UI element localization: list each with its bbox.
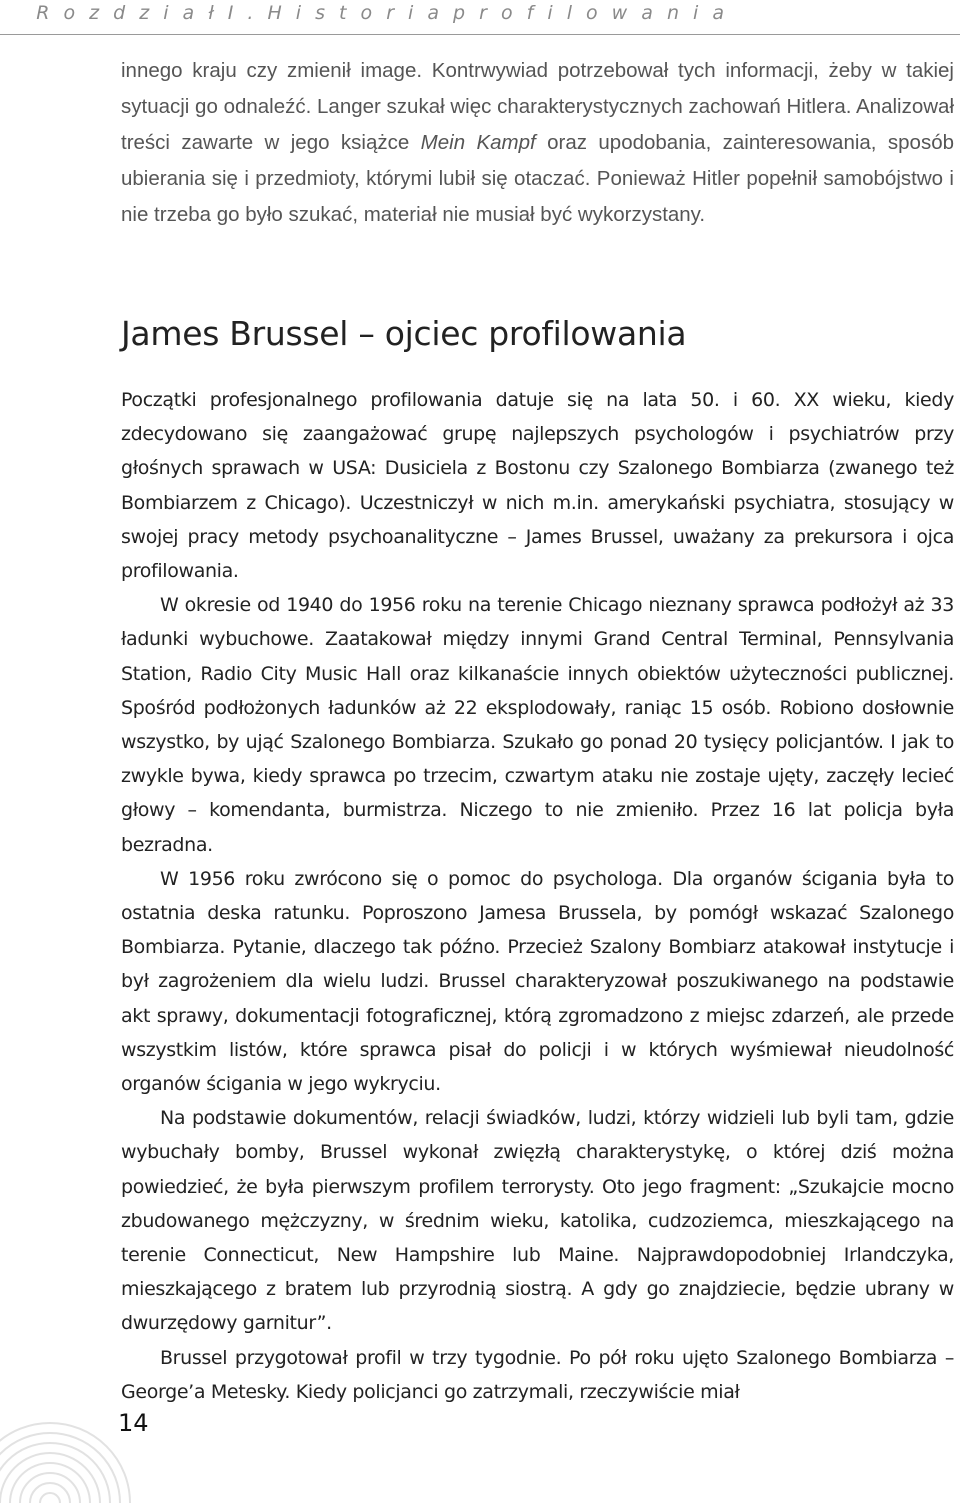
section-heading: James Brussel – ojciec profilowania (121, 314, 687, 353)
fingerprint-icon (0, 1385, 140, 1503)
lead-paragraph (121, 53, 954, 233)
paragraph-5: Brussel przygotował profil w trzy tygodnie. Po pół roku ujęto Szalonego Bombiarza – George’a Metesky. Kiedy policjanci go zatrzymali, rzeczywiście miał (121, 1346, 954, 1403)
lead-text-part-2: oraz upodobania, zainteresowania, sposób ubierania się i przedmioty, którymi lubił się otaczać. Ponieważ Hitler popełnił samobójstwo i nie trzeba go było szukać, materiał nie musiał być wykorzystany. (121, 131, 954, 226)
book-title: Mein Kampf (420, 131, 536, 154)
paragraph-3: W 1956 roku zwrócono się o pomoc do psychologa. Dla organów ścigania była to ostatnia deska ratunku. Poproszono Jamesa Brussela, by pomógł wskazać Szalonego Bombiarza. Pytanie, dlaczego tak późno. Przecież Szalony Bombiarz atakował instytucje i był zagrożeniem dla wielu ludzi. Brussel charakteryzował poszukiwanego na podstawie akt sprawy, dokumentacji fotograficznej, którą zgromadzono z miejsc zdarzeń, ale przede wszystkim listów, które sprawca pisał do policji i w których wyśmiewał nieudolność organów ścigania w jego wykryciu. (121, 867, 954, 1096)
section-body (121, 383, 954, 1409)
paragraph-2: W okresie od 1940 do 1956 roku na terenie Chicago nieznany sprawca podłożył aż 33 ładunki wybuchowe. Zaatakował między innymi Grand Central Terminal, Pennsylvania Station, Radio City Music Hall oraz kilkanaście innych obiektów użyteczności publicznej. Spośród podłożonych ładunków aż 22 eksplodowały, raniąc 15 osób. Robiono dosłownie wszystko, by ująć Szalonego Bombiarza. Szukało go ponad 20 tysięcy policjantów. I jak to zwykle bywa, kiedy sprawca po trzecim, czwartym ataku nie zostaje ujęty, zaczęły lecieć głowy – komendanta, burmistrza. Niczego to nie zmieniło. Przez 16 lat policja była bezradna. (121, 594, 954, 856)
running-title: R o z d z i a ł I . H i s t o r i a p r o f i l o w a n i a (36, 2, 728, 24)
paragraph-4: Na podstawie dokumentów, relacji świadków, ludzi, którzy widzieli lub byli tam, gdzie wybuchały bomby, Brussel wykonał zwięzłą charakterystykę, o której dziś można powiedzieć, że była pierwszym profilem terrorysty. Oto jego fragment: „Szukajcie mocno zbudowanego mężczyzny, w średnim wieku, katolika, cudzoziemca, mieszkającego na terenie Connecticut, New Hampshire lub Maine. Najprawdopodobniej Irlandczyka, mieszkającego z bratem lub przyrodnią siostrą. A gdy go znajdziecie, będzie ubrany w dwurzędowy garnitur”. (121, 1107, 954, 1335)
lead-text-part-1: innego kraju czy zmienił image. Kontrwywiad potrzebował tych informacji, żeby w takiej sytuacji go odnaleźć. Langer szukał więc charakterystycznych zachowań Hitlera. Analizował treści zawarte w jego książce (121, 59, 954, 154)
paragraph-1: Początki profesjonalnego profilowania datuje się na lata 50. i 60. XX wieku, kiedy zdecydowano się zaangażować grupę najlepszych psychologów i psychiatrów przy głośnych sprawach w USA: Dusiciela z Bostonu czy Szalonego Bombiarza (zwanego też Bombiarzem z Chicago). Uczestniczył w nich m.in. amerykański psychiatra, stosujący w swojej pracy metody psychoanalityczne – James Brussel, uważany za prekursora i ojca profilowania. (121, 389, 954, 583)
page-number: 14 (118, 1409, 149, 1437)
running-header (0, 0, 960, 35)
